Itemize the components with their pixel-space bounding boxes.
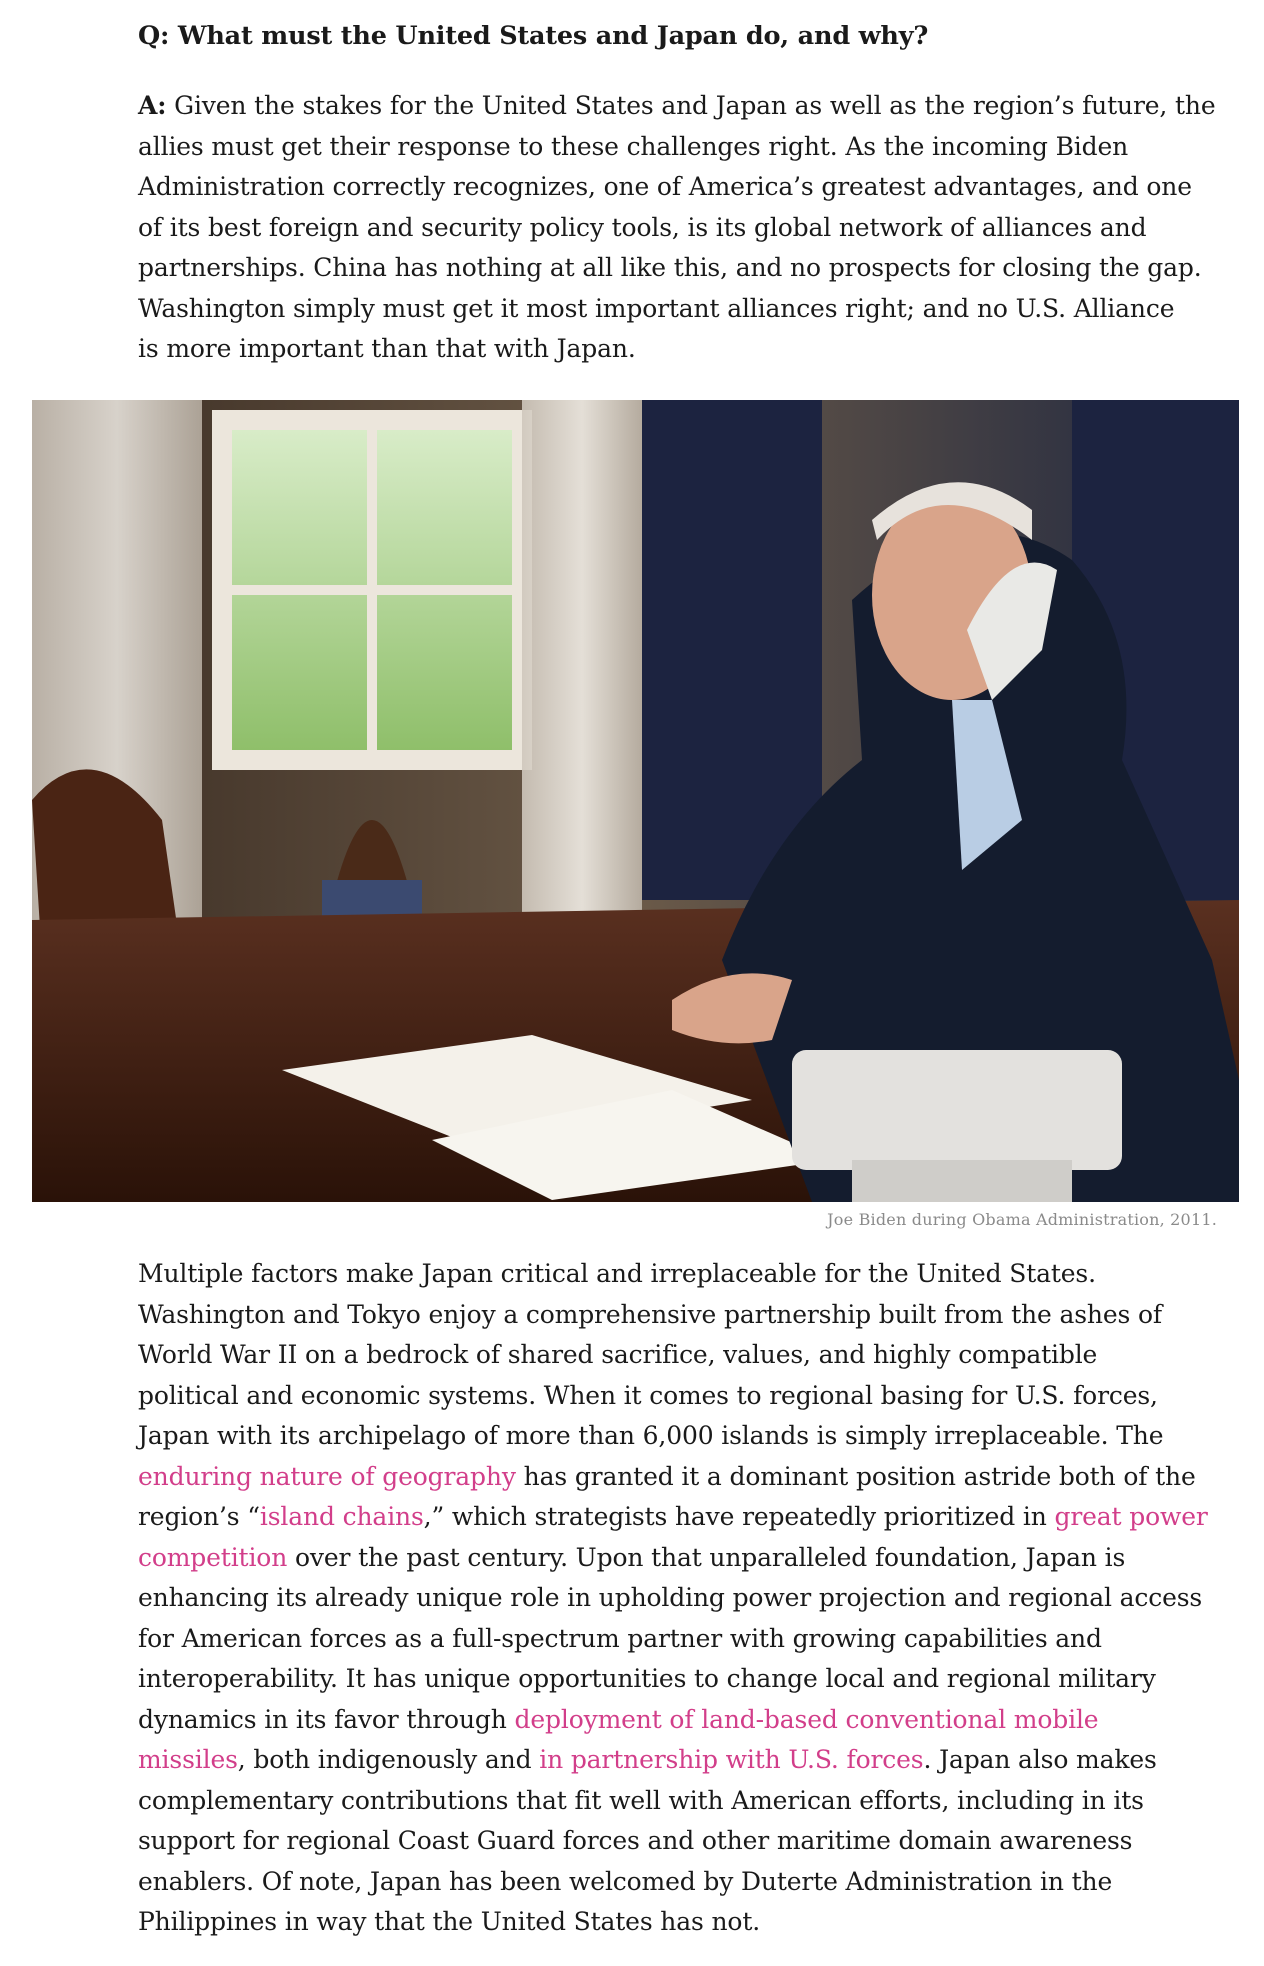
photo-biden-on-phone: [32, 400, 1239, 1202]
link-deployment-of-missiles[interactable]: deployment of land-based conventional mobile: [514, 1704, 1099, 1734]
link-great-power-competition[interactable]: great power: [1054, 1502, 1208, 1531]
answer-paragraph: A: Given the stakes for the United States and Japan as well as the region’s future, the allies must get their response to these challenges right. As the incoming Biden Administration correctly recognizes, one of America’s greatest advantages, and one of its best foreign and security policy tools, is its global network of alliances and partnerships. China has nothing at all like this, and no prospects for closing the gap. Washington simply must get it most important alliances right; and no U.S. Alliance is more important than that with Japan.: [138, 91, 1216, 363]
link-deployment-of-missiles-cont[interactable]: missiles: [138, 1745, 238, 1774]
link-island-chains[interactable]: island chains: [259, 1502, 424, 1531]
link-partnership-with-us-forces[interactable]: in partnership with U.S. forces: [539, 1745, 924, 1774]
link-great-power-competition-cont[interactable]: competition: [138, 1542, 288, 1572]
body-paragraph: Multiple factors make Japan critical and irreplaceable for the United States. Washington and Tokyo enjoy a comprehensive partnership built from the ashes of World War II on a bedrock of shared sacrifice, values, and highly compatible political and economic systems. When it comes to regional basing for U.S. forces, Japan with its archipelago of more than 6,000 islands is simply irreplaceable. The enduring nature of geography has granted it a dominant position astride both of the region’s “island chains,” which strategists have repeatedly prioritized in great power competition over the past century. Upon that unparalleled foundation, Japan is enhancing its already unique role in upholding power projection and regional access for American forces as a full-spectrum partner with growing capabilities and interoperability. It has unique opportunities to change local and regional military dynamics in its favor through deployment of land-based conventional mobile missiles, both indigenously and in partnership with U.S. forces. Japan also makes complementary contributions that fit well with American efforts, including in its support for regional Coast Guard forces and other maritime domain awareness enablers. Of note, Japan has been welcomed by Duterte Administration in the Philippines in way that the United States has not.: [138, 1259, 1208, 1936]
answer-label: A:: [138, 91, 167, 120]
link-enduring-nature-of-geography[interactable]: enduring nature of geography: [138, 1461, 516, 1491]
question-heading: Q: What must the United States and Japan do, and why?: [138, 21, 929, 51]
photo-caption: Joe Biden during Obama Administration, 2011.: [827, 1210, 1217, 1229]
